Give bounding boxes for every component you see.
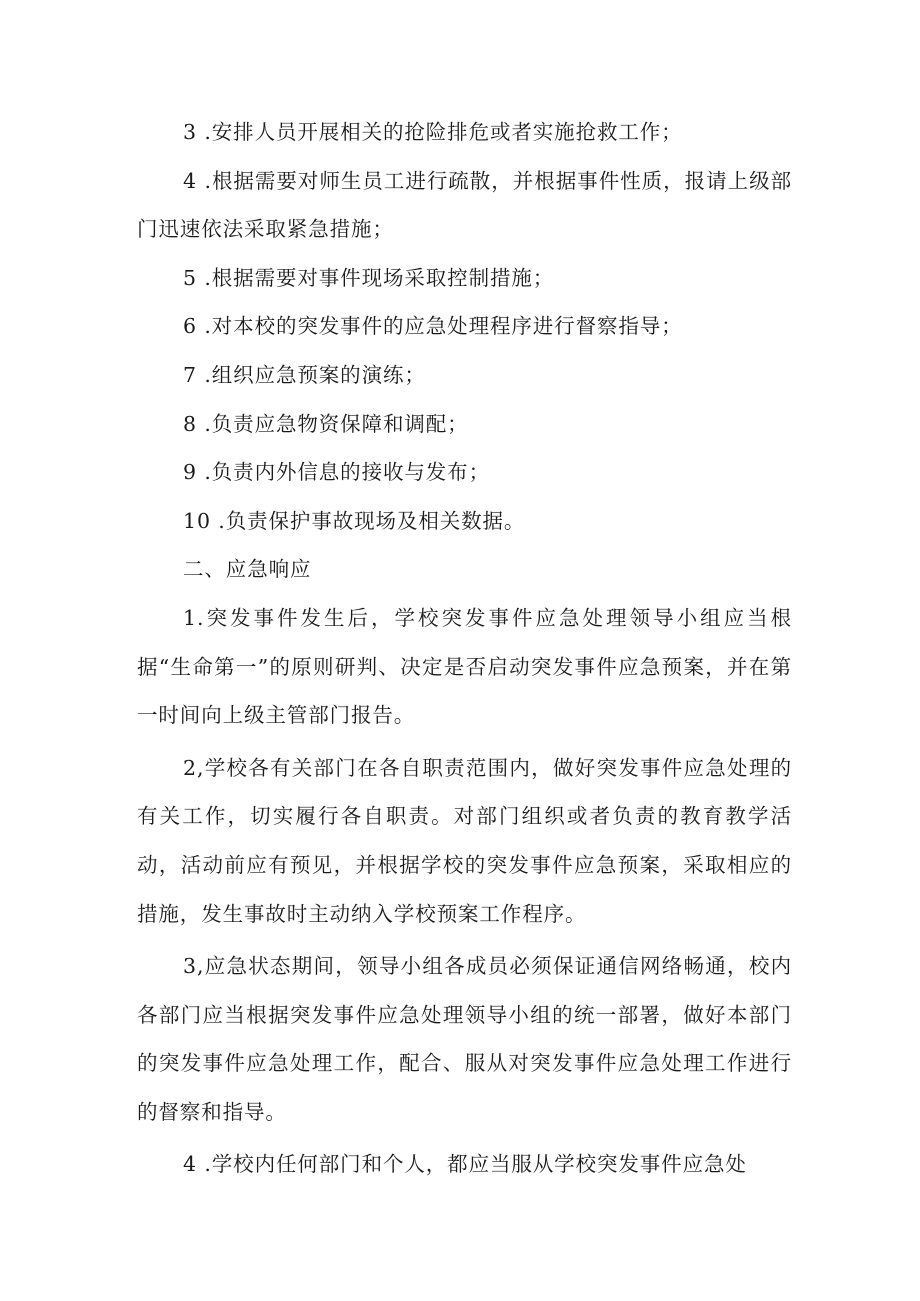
response-item-1: 1.突发事件发生后，学校突发事件应急处理领导小组应当根据“生命第一”的原则研判、决定是否启动突发事件应急预案，并在第一时间向上级主管部门报告。 [137,605,792,728]
section-heading: 二、应急响应 [183,557,312,582]
duty-item-7: 7 .组织应急预案的演练； [183,362,426,387]
duty-item-9: 9 .负责内外信息的接收与发布； [183,460,490,485]
duty-item-8: 8 .负责应急物资保障和调配； [183,411,469,436]
duty-item-10: 10 .负责保护事故现场及相关数据。 [183,508,526,533]
duty-item-4: 4 .根据需要对师生员工进行疏散，并根据事件性质，报请上级部门迅速依法采取紧急措施； [137,168,792,242]
duty-item-6: 6 .对本校的突发事件的应急处理程序进行督察指导； [183,314,683,339]
duty-item-5: 5 .根据需要对事件现场采取控制措施； [183,265,555,290]
response-item-3: 3,应急状态期间，领导小组各成员必须保证通信网络畅通，校内各部门应当根据突发事件应急处理领导小组的统一部署，做好本部门的突发事件应急处理工作，配合、服从对突发事件应急处理工作进行的督察和指导。 [137,954,792,1124]
duty-item-3: 3 .安排人员开展相关的抢险排危或者实施抢救工作； [183,120,683,144]
response-item-4: 4 .学校内任何部门和个人，都应当服从学校突发事件应急处 [183,1152,747,1177]
response-item-2: 2,学校各有关部门在各自职责范围内，做好突发事件应急处理的有关工作，切实履行各自职责。对部门组织或者负责的教育教学活动，活动前应有预见，并根据学校的突发事件应急预案，采取相应的措施，发生事故时主动纳入学校预案工作程序。 [137,755,792,926]
document-body [137,108,792,1189]
